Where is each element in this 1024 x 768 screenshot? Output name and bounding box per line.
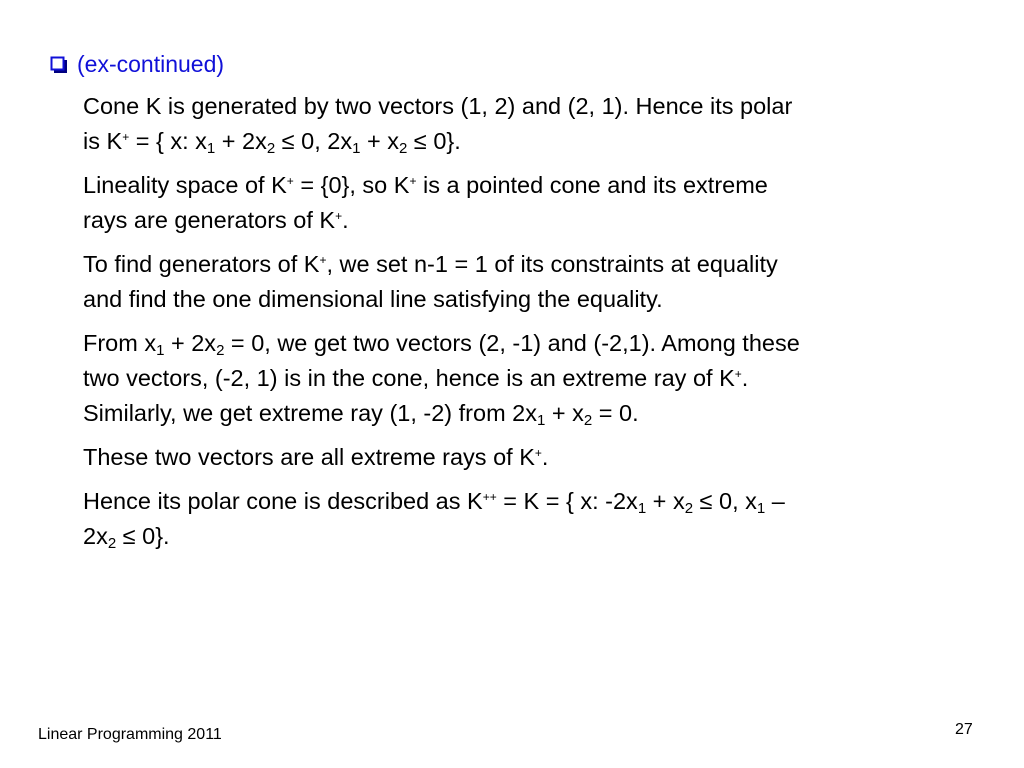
text-run: two vectors, (-2, 1) is in the cone, hence is an extreme ray of K — [83, 365, 735, 391]
text-line — [83, 282, 778, 317]
text-line — [83, 519, 785, 554]
paragraph-find-generators — [83, 247, 778, 317]
text-run: To find generators of K — [83, 251, 320, 277]
text-run: Lineality space of K — [83, 172, 287, 198]
text-run: rays are generators of K — [83, 207, 336, 233]
text-run: . — [541, 444, 549, 470]
subscript: 2 — [583, 412, 593, 429]
text-line — [83, 168, 768, 203]
text-run: + x — [360, 128, 400, 154]
checkbox-bullet-icon — [50, 56, 68, 74]
slide-heading-text: (ex-continued) — [77, 51, 225, 77]
superscript: + — [409, 174, 417, 188]
text-run: From x — [83, 330, 157, 356]
subscript: 1 — [637, 500, 647, 517]
text-run: = { x: x — [129, 128, 207, 154]
text-run: 2x — [83, 523, 108, 549]
subscript: 1 — [206, 140, 216, 157]
superscript: + — [122, 130, 130, 144]
text-line — [83, 203, 768, 238]
superscript: + — [286, 174, 294, 188]
subscript: 2 — [266, 140, 276, 157]
text-run: . — [342, 207, 349, 233]
superscript: + — [335, 209, 343, 223]
text-line — [83, 326, 800, 361]
text-run: = 0. — [592, 400, 639, 426]
slide-heading — [50, 49, 224, 79]
subscript: 2 — [399, 140, 408, 157]
paragraph-lineality-space — [83, 168, 768, 238]
text-line — [83, 396, 800, 431]
text-run: , we set n-1 = 1 of its constraints at equality — [326, 251, 778, 277]
text-run: + 2x — [164, 330, 217, 356]
text-run: ≤ 0, x — [693, 488, 757, 514]
text-line — [83, 484, 785, 519]
text-run: ≤ 0}. — [407, 128, 461, 154]
text-run: – — [765, 488, 785, 514]
text-run: Cone K is generated by two vectors (1, 2) and (2, 1). Hence its polar — [83, 93, 793, 119]
text-run: + 2x — [215, 128, 267, 154]
paragraph-all-extreme-rays — [83, 440, 548, 475]
text-run: is K — [83, 128, 123, 154]
text-line — [83, 361, 800, 396]
text-run: and find the one dimensional line satisfying the equality. — [83, 286, 663, 312]
text-run: ≤ 0, 2x — [275, 128, 353, 154]
text-run: = K = { x: -2x — [496, 488, 638, 514]
subscript: 2 — [107, 535, 117, 552]
superscript: + — [534, 446, 542, 460]
text-line — [83, 247, 778, 282]
subscript: 2 — [216, 342, 225, 359]
text-run: is a pointed cone and its extreme — [416, 172, 768, 198]
paragraph-extreme-rays-derivation — [83, 326, 800, 431]
superscript: + — [319, 253, 327, 267]
paragraph-polar-cone — [83, 484, 785, 554]
subscript: 1 — [756, 500, 766, 517]
subscript: 1 — [352, 140, 361, 157]
text-run: = 0, we get two vectors (2, -1) and (-2,1). Among these — [224, 330, 800, 356]
text-run: ≤ 0}. — [116, 523, 170, 549]
text-run: These two vectors are all extreme rays of K — [83, 444, 535, 470]
text-run: Hence its polar cone is described as K — [83, 488, 483, 514]
text-line — [83, 440, 548, 475]
text-line — [83, 124, 792, 159]
text-run: + x — [545, 400, 584, 426]
text-line — [83, 89, 792, 124]
paragraph-cone-generators — [83, 89, 792, 159]
text-run: = {0}, so K — [293, 172, 410, 198]
superscript: ++ — [482, 490, 497, 504]
superscript: + — [734, 367, 742, 381]
subscript: 2 — [684, 500, 694, 517]
footer-title: Linear Programming 2011 — [38, 726, 222, 743]
subscript: 1 — [156, 342, 165, 359]
text-run: Similarly, we get extreme ray (1, -2) from 2x — [83, 400, 538, 426]
subscript: 1 — [537, 412, 546, 429]
text-run: + x — [646, 488, 685, 514]
text-run: . — [741, 365, 749, 391]
page-number: 27 — [955, 721, 973, 738]
